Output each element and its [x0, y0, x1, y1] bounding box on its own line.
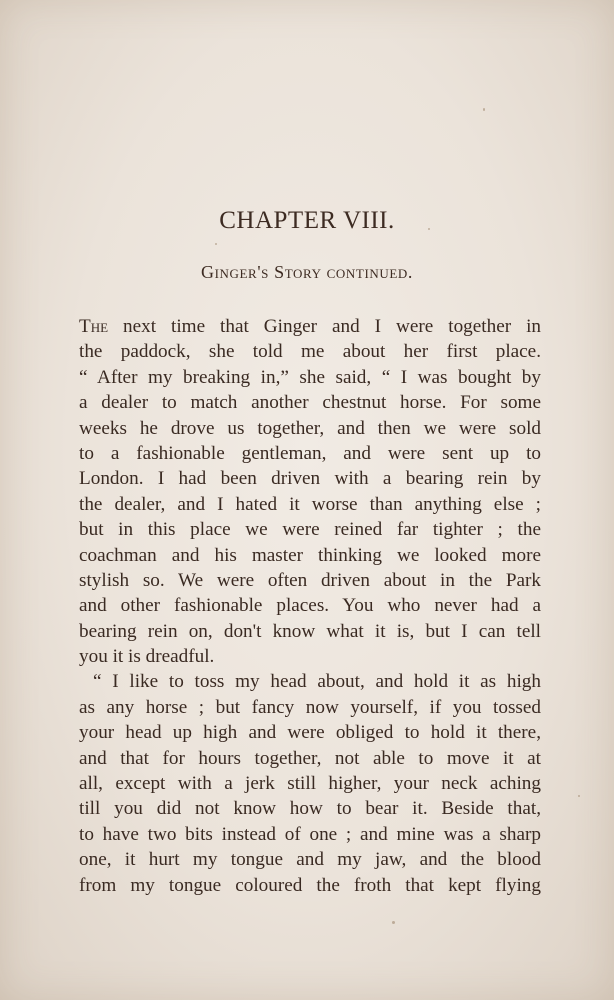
text-line: London. I had been driven with a bearing rein by — [79, 468, 541, 490]
text-line: stylish so. We were often driven about in the Park — [79, 569, 541, 591]
text-line: “ I like to toss my head about, and hold it as high — [93, 671, 541, 693]
text-line: as any horse ; but fancy now yourself, if you tossed — [79, 696, 541, 718]
text-line: you it is dreadful. — [79, 646, 215, 668]
paper-speck — [392, 921, 395, 924]
text-line — [79, 314, 541, 339]
paper-speck — [483, 108, 485, 111]
text-line: and that for hours together, not able to move it at — [79, 747, 541, 769]
chapter-title: CHAPTER VIII. — [219, 207, 395, 234]
text-line: all, except with a jerk still higher, your neck aching — [79, 773, 541, 795]
paper-speck — [578, 795, 580, 797]
text-line: “ After my breaking in,” she said, “ I was bought by — [79, 366, 541, 388]
text-line: but in this place we were reined far tighter ; the — [79, 519, 541, 541]
text-line: bearing rein on, don't know what it is, but I can tell — [79, 620, 541, 642]
text-line: to a fashionable gentleman, and were sent up to — [79, 442, 541, 464]
text-line: weeks he drove us together, and then we were sold — [79, 417, 541, 439]
text-line: and other fashionable places. You who never had a — [79, 595, 541, 617]
text-line: to have two bits instead of one ; and mine was a sharp — [79, 823, 541, 845]
drop-word: The — [79, 316, 109, 337]
body-text — [79, 314, 541, 898]
text-line: the dealer, and I hated it worse than anything else ; — [79, 493, 541, 515]
text-line: your head up high and were obliged to hold it there, — [79, 722, 541, 744]
text-line: till you did not know how to bear it. Beside that, — [79, 798, 541, 820]
text-line-rest: next time that Ginger and I were together in — [108, 316, 541, 337]
text-line: the paddock, she told me about her first place. — [79, 341, 541, 363]
paper-speck — [428, 228, 430, 230]
text-line: one, it hurt my tongue and my jaw, and the blood — [79, 849, 541, 871]
chapter-subtitle: Ginger's Story continued. — [201, 262, 413, 282]
text-line: from my tongue coloured the froth that kept flying — [79, 874, 541, 896]
text-line: coachman and his master thinking we looked more — [79, 544, 541, 566]
text-line: a dealer to match another chestnut horse. For some — [79, 392, 541, 414]
paper-speck — [215, 243, 217, 245]
